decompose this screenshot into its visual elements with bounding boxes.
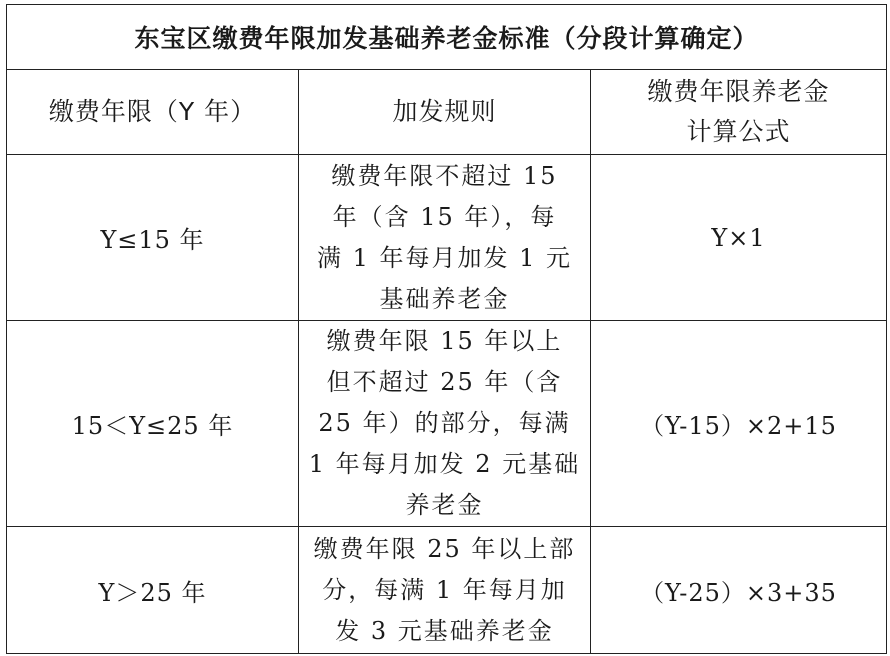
table-title: 东宝区缴费年限加发基础养老金标准（分段计算确定）: [7, 5, 887, 70]
rule-line: 满 1 年每月加发 1 元: [316, 243, 573, 272]
rule-line: 分，每满 1 年每月加: [322, 575, 567, 604]
rule-line: 25 年）的部分，每满: [318, 409, 571, 437]
row-rule: [299, 527, 591, 654]
row-formula: （Y-15）×2+15: [591, 321, 887, 527]
header-formula: [591, 70, 887, 155]
row-formula: （Y-25）×3+35: [591, 527, 887, 654]
rule-line: 缴费年限不超过 15: [331, 161, 558, 190]
rule-line: 年（含 15 年），每: [332, 202, 557, 231]
table-row: [7, 527, 887, 654]
header-years: 缴费年限（Y 年）: [7, 70, 299, 155]
row-years: 15＜Y≤25 年: [7, 321, 299, 527]
title-row: [7, 5, 887, 70]
pension-standard-table: [6, 4, 887, 654]
table-row: [7, 155, 887, 321]
table-row: [7, 321, 887, 527]
rule-line: 养老金: [405, 491, 484, 519]
header-rule: 加发规则: [299, 70, 591, 155]
rule-line: 缴费年限 15 年以上: [326, 327, 563, 355]
header-formula-line1: 缴费年限养老金: [647, 77, 830, 106]
header-row: [7, 70, 887, 155]
row-years: Y≤15 年: [7, 155, 299, 321]
row-years: Y＞25 年: [7, 527, 299, 654]
row-rule: [299, 321, 591, 527]
rule-line: 基础养老金: [379, 284, 510, 313]
rule-line: 但不超过 25 年（含: [326, 368, 563, 396]
header-formula-line2: 计算公式: [686, 117, 791, 146]
rule-line: 缴费年限 25 年以上部: [313, 534, 576, 563]
row-rule: [299, 155, 591, 321]
rule-line: 发 3 元基础养老金: [335, 616, 554, 645]
row-formula: Y×1: [591, 155, 887, 321]
rule-line: 1 年每月加发 2 元基础: [308, 450, 581, 478]
